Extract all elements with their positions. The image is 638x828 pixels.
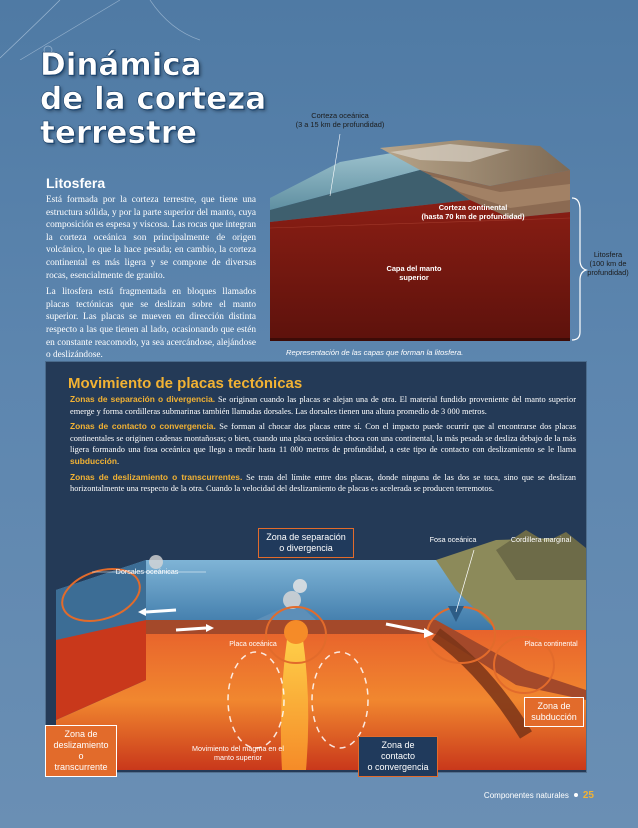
zone-deslizamiento-1: Zona de [64,729,98,739]
label-magma-1: Movimiento del magma en el [192,744,284,753]
label-litosfera [580,250,636,277]
label-corteza-continental-1: Corteza continental [438,203,508,212]
label-dorsales: Dorsales oceánicas [115,567,179,576]
page-title [40,48,280,150]
label-capa-manto-2: superior [399,273,429,282]
footer-section: Componentes naturales [483,791,569,800]
title-line-1: Dinámica [40,47,202,83]
label-corteza-oceanica-1: Corteza oceánica [311,111,369,120]
zone-subduccion-2: subducción [531,712,577,722]
zone-contacto-box [358,736,438,777]
keyword-subduccion: subducción [70,455,117,466]
label-corteza-oceanica-2: (3 a 15 km de profundidad) [295,120,385,129]
label-corteza-oceanica [292,111,388,129]
zone-subduccion-box [524,697,584,727]
label-placa-continental: Placa continental [524,641,578,648]
keyword-separacion: Zonas de separación o divergencia. [70,394,216,404]
zone-contacto-2: o convergencia [367,762,429,772]
text-contacto-1: Se forman al chocar dos placas entre sí. Con el impacto puede ocurrir que al encontrarse dos placas continentales se originen cadenas montañosas; o bien, cuando una placa oceánica choca con una continental, la más pesada se desliza debajo de la más ligera formando una fosa oceánica que llega a medir hasta 11 000 metros de profundidad, a este tipo de contacto con deslizamiento se le llama [70,422,576,455]
page-number: 25 [582,790,594,801]
zone-deslizamiento-2: deslizamiento [53,740,109,750]
paragraph-contacto [70,421,576,467]
zone-separacion-box [258,528,354,558]
label-corteza-continental-2: (hasta 70 km de profundidad) [421,212,525,221]
label-litosfera-2: (100 km de [589,259,627,268]
footer-dot-icon [574,793,578,797]
label-placa-oceanica: Placa oceánica [229,641,277,648]
paragraph-deslizamiento [70,472,576,495]
label-litosfera-3: profundidad) [587,268,629,277]
text-contacto-2: . [117,456,120,466]
page-footer [484,790,594,801]
label-magma-2: manto superior [214,753,262,762]
movimiento-text [70,394,576,495]
litosfera-paragraph-1: Está formada por la corteza terrestre, que tiene una estructura sólida, y por la parte superior del manto, cuya composición es espesa y viscosa. Las rocas que integran la corteza oceánica son principalmente de origen volcánico, lo que la hace pesada; en cambio, la corteza continental es más ligera y se compone de diversas rocas, esencialmente de granito. [46,195,256,281]
label-capa-manto-1: Capa del manto [386,264,442,273]
zone-deslizamiento-box [45,725,117,777]
movimiento-title: Movimiento de placas tectónicas [68,375,303,392]
zone-separacion-2: o divergencia [279,543,333,553]
keyword-deslizamiento: Zonas de deslizamiento o transcurrentes. [70,471,243,482]
zone-subduccion-1: Zona de [537,701,571,711]
zone-contacto-1: Zona de contacto [380,740,416,761]
label-magma [186,744,290,762]
diagram-caption: Representación de las capas que forman la litosfera. [286,348,464,357]
text-deslizamiento: Se trata del límite entre dos placas, donde ninguna de las dos se toca, sino que se deslizan horizontalmente una respecto de la otra. Cuando la velocidad del deslizamiento de placas es acelerada se producen terremotos. [70,472,576,494]
label-fosa-oceanica: Fosa oceánica [429,535,477,544]
text-separacion: Se originan cuando las placas se alejan una de otra. El material fundido proveniente del manto superior emerge y forma cordilleras submarinas también llamadas dorsales. Las dorsales tienen una altura promedio de 3 000 metros. [70,395,576,416]
litosfera-text [46,194,256,362]
title-line-2: de la corteza [40,81,267,117]
label-litosfera-1: Litosfera [593,250,623,259]
paragraph-separacion [70,394,576,417]
label-cordillera-marginal: Cordillera marginal [510,535,572,544]
litosfera-paragraph-2: La litosfera está fragmentada en bloques llamados placas tectónicas que se deslizan sobre el manto superior. Las placas se mueven en dirección distinta respecto a las que tienen al lado, ocasionando que estén en constante reacomodo, ya sea acercándose, alejándose o deslizándose. [46,287,256,361]
label-capa-manto [372,264,456,282]
title-line-3: terrestre [40,115,198,151]
label-corteza-continental [418,203,528,221]
zone-separacion-1: Zona de separación [266,532,346,542]
lithosphere-diagram [270,100,638,362]
litosfera-heading: Litosfera [46,175,106,191]
zone-deslizamiento-3: o transcurrente [54,751,108,772]
keyword-contacto: Zonas de contacto o convergencia. [70,421,216,432]
